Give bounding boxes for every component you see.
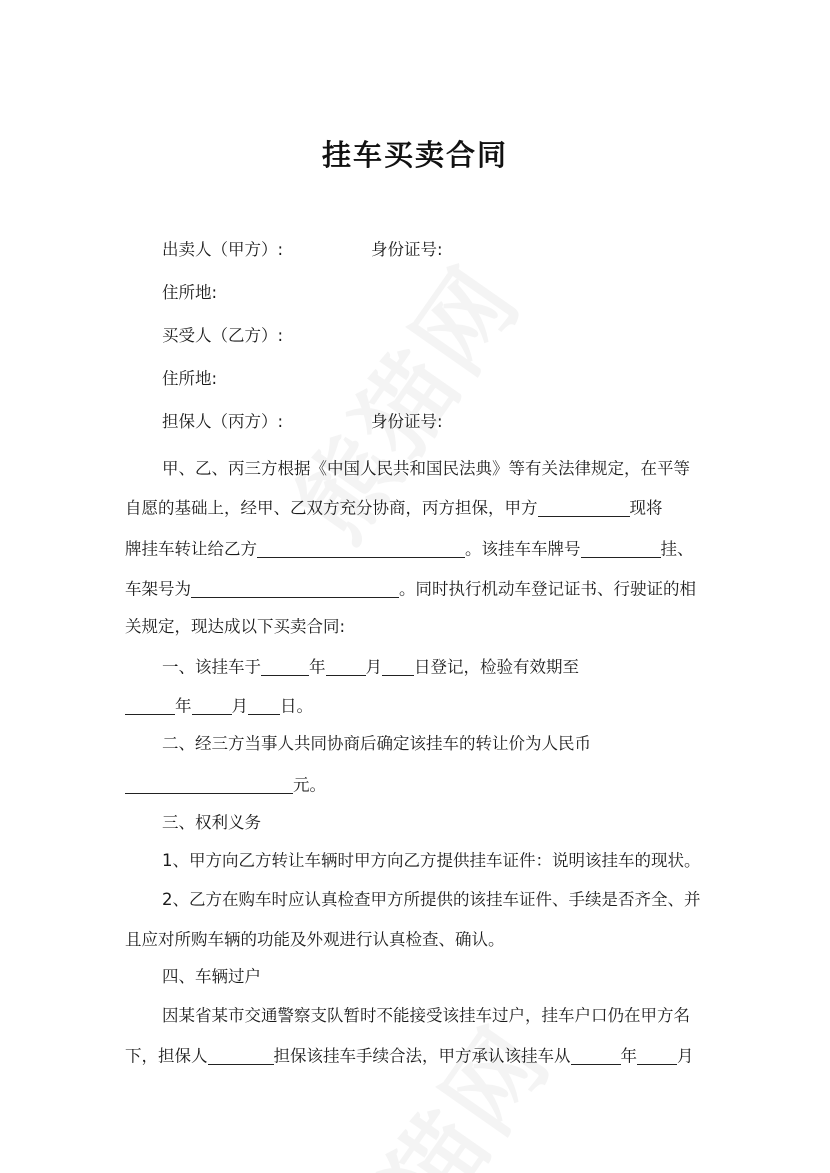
year-blank — [571, 1047, 621, 1065]
intro-text: 牌挂车转让给乙方 — [125, 539, 257, 559]
clause3-item-2: 2、乙方在购车时应认真检查甲方所提供的该挂车证件、手续是否齐全、并 — [162, 890, 701, 909]
guarantor-label: 担保人（丙方）: — [162, 412, 284, 431]
month-blank — [192, 697, 232, 715]
clause-text: 下，担保人 — [125, 1046, 208, 1066]
seller-id-label: 身份证号: — [371, 240, 443, 259]
clause3-item-2-cont: 且应对所购车辆的功能及外观进行认真检查、确认。 — [125, 930, 505, 949]
intro-line-1: 甲、乙、丙三方根据《中国人民共和国民法典》等有关法律规定，在平等 — [162, 459, 690, 478]
seller-label: 出卖人（甲方）: — [162, 240, 284, 259]
clause3-heading: 三、权利义务 — [162, 813, 261, 832]
month-blank — [637, 1047, 677, 1065]
day-blank — [382, 658, 414, 676]
clause1-line-1 — [162, 658, 579, 676]
guarantor-name-blank — [208, 1047, 274, 1065]
intro-text: 自愿的基础上，经甲、乙双方充分协商，丙方担保，甲方 — [125, 498, 538, 518]
clause-text: 元。 — [293, 775, 326, 795]
clause3-item-1: 1、甲方向乙方转让车辆时甲方向乙方提供挂车证件：说明该挂车的现状。 — [162, 851, 701, 870]
clause2-line-1: 二、经三方当事人共同协商后确定该挂车的转让价为人民币 — [162, 734, 591, 753]
clause-text: 月 — [365, 657, 382, 677]
month-blank — [326, 658, 366, 676]
clause2-line-2 — [125, 776, 326, 794]
clause-text: 月 — [231, 696, 248, 716]
clause-text: 年 — [175, 696, 192, 716]
buyer-address-label: 住所地: — [162, 369, 218, 388]
intro-text: 挂、 — [660, 539, 694, 559]
intro-text: 。同时执行机动车登记证书、行驶证的相 — [399, 579, 696, 599]
plate-number-blank — [581, 540, 661, 558]
price-blank — [125, 776, 293, 794]
day-blank — [248, 697, 280, 715]
seller-fill-blank — [538, 499, 630, 517]
intro-line-4 — [125, 580, 696, 598]
seller-address-label: 住所地: — [162, 283, 218, 302]
intro-line-5: 关规定，现达成以下买卖合同: — [125, 617, 346, 636]
clause-text: 一、该挂车于 — [162, 657, 261, 677]
intro-line-3 — [125, 540, 694, 558]
guarantor-id-label: 身份证号: — [371, 412, 443, 431]
intro-text: 现将 — [629, 498, 663, 518]
intro-text: 。该挂车车牌号 — [465, 539, 581, 559]
clause4-line-2 — [125, 1047, 694, 1065]
clause-text: 担保该挂车手续合法，甲方承认该挂车从 — [273, 1046, 571, 1066]
frame-number-blank — [191, 580, 399, 598]
clause4-heading: 四、车辆过户 — [162, 967, 261, 986]
clause-text: 年 — [309, 657, 326, 677]
year-blank — [125, 697, 175, 715]
buyer-label: 买受人（乙方）: — [162, 326, 284, 345]
clause-text: 日。 — [280, 696, 313, 716]
clause-text: 月 — [677, 1046, 694, 1066]
clause-text: 年 — [620, 1046, 637, 1066]
clause-text: 日登记，检验有效期至 — [414, 657, 579, 677]
intro-text: 车架号为 — [125, 579, 191, 599]
year-blank — [261, 658, 309, 676]
buyer-fill-blank — [257, 540, 465, 558]
document-title: 挂车买卖合同 — [321, 138, 508, 172]
clause4-line-1: 因某省某市交通警察支队暂时不能接受该挂车过户，挂车户口仍在甲方名 — [162, 1006, 690, 1025]
intro-line-2 — [125, 499, 663, 517]
clause1-line-2 — [125, 697, 313, 715]
